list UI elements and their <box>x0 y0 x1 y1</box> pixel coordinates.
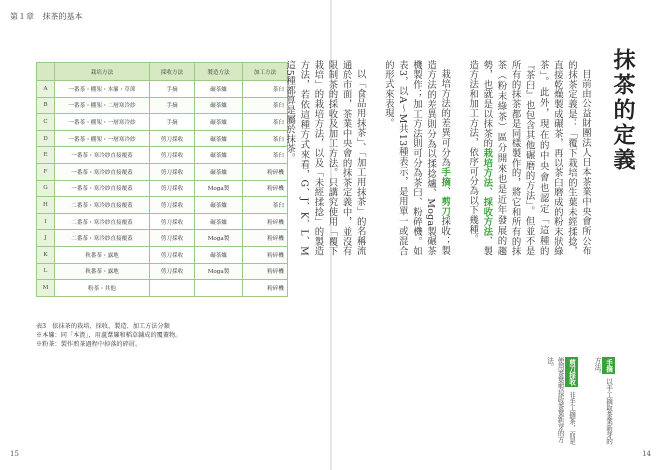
table-row <box>37 213 288 230</box>
cultivation-cell: 一番茶・棚架・本簾・草蓆 <box>55 81 150 98</box>
cultivation-cell: 二番茶・寒冷紗直接覆蓋 <box>55 213 150 230</box>
cultivation-cell: 一番茶・棚架・一層寒冷紗 <box>55 114 150 131</box>
highlight-cultivation: 栽培方法 <box>481 148 493 188</box>
section-title: 抹茶的定義 <box>610 48 635 173</box>
cultivation-cell: 秋番茶・露地 <box>55 246 150 263</box>
highlight-shears: 剪刀 <box>439 197 451 217</box>
note-tag: 手摘 <box>602 357 615 374</box>
manufacture-cell: 碾茶爐 <box>195 197 243 214</box>
cultivation-cell: 二番茶・寒冷紗直接覆蓋 <box>55 230 150 247</box>
note-shear-harvest <box>544 357 578 449</box>
body-text <box>268 60 592 256</box>
harvest-cell: 剪刀採收 <box>150 130 195 147</box>
cultivation-cell: 二番茶・寒冷紗直接覆蓋 <box>55 197 150 214</box>
processing-cell: 茶臼 <box>243 130 288 147</box>
table-header-row <box>37 63 288 81</box>
table-row <box>37 230 288 247</box>
header-processing: 加工方法 <box>243 63 288 81</box>
note-text: 以手工摘取茶葉新芽的方法。 <box>593 357 613 445</box>
body-paragraph: 栽培方法的差異可分為手摘、剪刀採收；製造方法的差異則分為以揉捻爐、Moga製碾茶機製作；加工方法則可分為茶臼、粉碎機。如表3，以A～M共13種表示，是用單一或混合的形式來表現。 <box>382 60 451 256</box>
harvest-cell: 剪刀採收 <box>150 213 195 230</box>
table-row <box>37 180 288 197</box>
manufacture-cell: 碾茶爐 <box>195 81 243 98</box>
cultivation-cell: 一番茶・寒冷紗直接覆蓋 <box>55 163 150 180</box>
caption-note-konacha: ※粉茶：製作煎茶過程中掉落的碎屑。 <box>36 341 142 349</box>
note-tag: 剪刀採收 <box>565 357 578 387</box>
harvest-cell: 剪刀採收 <box>150 147 195 164</box>
processing-cell: 粉碎機 <box>243 213 288 230</box>
harvest-cell: 手摘 <box>150 114 195 131</box>
manufacture-cell: 碾茶爐 <box>195 130 243 147</box>
side-notes <box>530 357 615 449</box>
highlight-harvest: 採收方法 <box>481 197 493 237</box>
processing-cell: 茶臼 <box>243 147 288 164</box>
harvest-cell: 剪刀採收 <box>150 163 195 180</box>
table-row <box>37 147 288 164</box>
caption-note-honsu: ※本簾：同「本簀」，用蘆葦簾和稻草鋪成的覆蓋物。 <box>36 332 182 340</box>
table-row <box>37 263 288 280</box>
cultivation-cell: 一番茶・棚架・一層寒冷紗 <box>55 130 150 147</box>
harvest-cell: 剪刀採收 <box>150 197 195 214</box>
processing-cell: 粉碎機 <box>243 163 288 180</box>
header-cultivation: 栽培方法 <box>55 63 150 81</box>
processing-cell: 粉碎機 <box>243 180 288 197</box>
row-id: J <box>37 230 55 247</box>
body-paragraph: 以「食品用抹茶」、「加工用抹茶」的名稱流通於市面，茶業中央會的抹茶定義中，並沒有限制茶的採收及加工方法。只講究使用「覆下栽培」的栽培方法，以及「未經揉捻」的製造方法，若依這種方式來看，G、J、K、L、M這5種都算是屬於抹茶。 <box>284 60 366 256</box>
manufacture-cell: 碾茶爐 <box>195 114 243 131</box>
processing-cell: 茶臼 <box>243 97 288 114</box>
header-corner <box>37 63 55 81</box>
row-id: C <box>37 114 55 131</box>
row-id: F <box>37 163 55 180</box>
row-id: E <box>37 147 55 164</box>
processing-cell: 粉碎機 <box>243 280 288 297</box>
running-head <box>10 11 83 22</box>
page-number-left: 15 <box>10 450 19 458</box>
manufacture-cell: Moga製 <box>195 230 243 247</box>
table-row <box>37 280 288 297</box>
table-row <box>37 246 288 263</box>
row-id: I <box>37 213 55 230</box>
manufacture-cell: Moga製 <box>195 263 243 280</box>
row-id: A <box>37 81 55 98</box>
highlight-hand-pick: 手摘 <box>439 167 451 188</box>
manufacture-cell: 碾茶爐 <box>195 213 243 230</box>
harvest-cell: 剪刀採收 <box>150 180 195 197</box>
table-row <box>37 130 288 147</box>
chapter-title: 抹茶的基本 <box>42 12 83 21</box>
processing-cell: 粉碎機 <box>243 230 288 247</box>
manufacture-cell: 碾茶爐 <box>195 163 243 180</box>
header-harvest: 採收方法 <box>150 63 195 81</box>
processing-cell: 粉碎機 <box>243 263 288 280</box>
manufacture-cell <box>195 280 243 297</box>
table-row <box>37 163 288 180</box>
cultivation-cell: 一番茶・寒冷紗直接覆蓋 <box>55 180 150 197</box>
header-manufacture: 製造方法 <box>195 63 243 81</box>
cultivation-cell: 一番茶・寒冷紗直接覆蓋 <box>55 147 150 164</box>
row-id: D <box>37 130 55 147</box>
manufacture-cell: 碾茶爐 <box>195 97 243 114</box>
row-id: B <box>37 97 55 114</box>
processing-cell: 茶臼 <box>243 81 288 98</box>
table-row <box>37 97 288 114</box>
processing-cell: 茶臼 <box>243 197 288 214</box>
harvest-cell: 剪刀採收 <box>150 246 195 263</box>
page-number-right: 14 <box>642 450 651 458</box>
harvest-cell: 剪刀採收 <box>150 230 195 247</box>
harvest-cell: 剪刀採收 <box>150 263 195 280</box>
methods-table <box>36 62 288 297</box>
cultivation-cell: 粉茶・其他 <box>55 280 150 297</box>
table-row <box>37 81 288 98</box>
processing-cell: 茶臼 <box>243 114 288 131</box>
chapter-label: 第１章 <box>10 12 34 21</box>
row-id: M <box>37 280 55 297</box>
caption-title: 表3 依抹茶的栽培、採收、製造、加工方法分類 <box>36 323 170 330</box>
cultivation-cell: 秋番茶・露地 <box>55 263 150 280</box>
row-id: L <box>37 263 55 280</box>
harvest-cell: 手摘 <box>150 81 195 98</box>
manufacture-cell: 碾茶爐 <box>195 246 243 263</box>
table-row <box>37 197 288 214</box>
harvest-cell: 手摘 <box>150 97 195 114</box>
manufacture-cell: Moga製 <box>195 180 243 197</box>
table-row <box>37 114 288 131</box>
row-id: G <box>37 180 55 197</box>
manufacture-cell: 碾茶爐 <box>195 147 243 164</box>
harvest-cell <box>150 280 195 297</box>
cultivation-cell: 一番茶・棚架・二層寒冷紗 <box>55 97 150 114</box>
note-hand-pick <box>592 357 615 449</box>
body-paragraph: 目前由公益財團法人日本茶業中央會所公布的抹茶定義是：「覆下栽培的生葉未經揉捻，直接乾燥製成碾茶，再以茶臼磨成的粉末狀綠茶」。此外，現在的中央會也認定「這種的『茶臼』也包含其他碾磨的方法」。但並不是所有的抹茶都是同樣製作的，將它和所有的抹茶（粉末綠茶）區分開來也是近年發展的趨勢，也就是以抹茶的栽培方法、採收方法、製造方法和加工方法，依序可分為以下幾種。 <box>467 60 591 256</box>
table-caption <box>36 322 181 350</box>
row-id: H <box>37 197 55 214</box>
note-text: 非手工摘茶，而是使用茶葉剪採收茶葉新芽的方法。 <box>545 357 576 445</box>
row-id: K <box>37 246 55 263</box>
processing-cell: 粉碎機 <box>243 246 288 263</box>
